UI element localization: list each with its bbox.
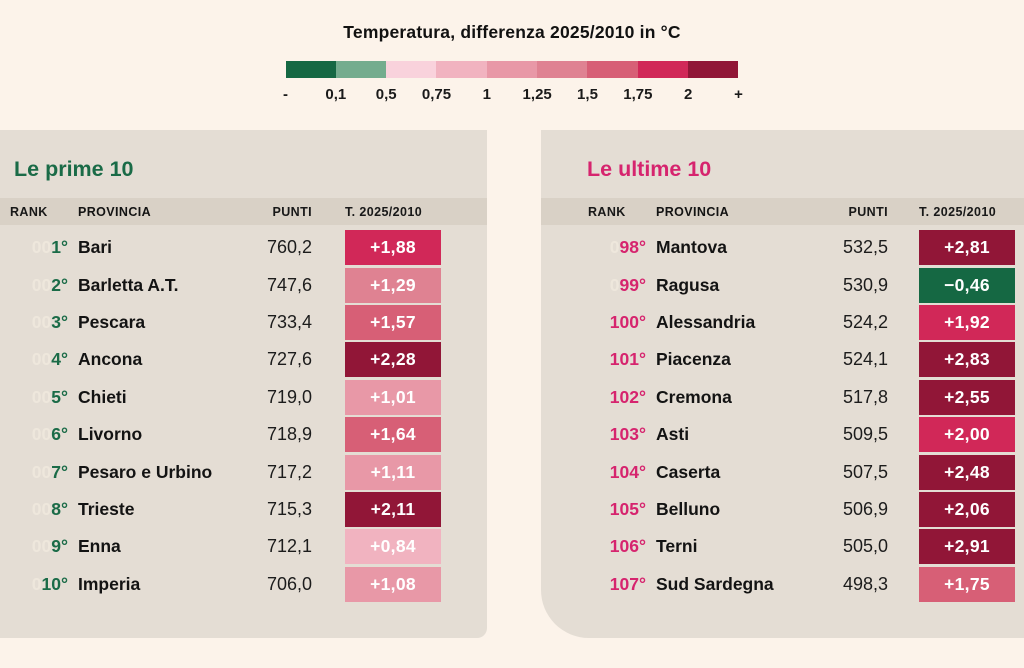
table-row <box>0 566 487 603</box>
provincia-cell: Chieti <box>78 386 127 407</box>
table-row <box>541 266 1024 303</box>
provincia-cell: Piacenza <box>656 349 731 370</box>
table-row <box>541 341 1024 378</box>
rank-number: 100° <box>609 311 646 332</box>
punti-cell: 717,2 <box>266 461 312 482</box>
temp-badge: +1,11 <box>345 455 441 490</box>
punti-cell: 727,6 <box>266 349 312 370</box>
rank-cell <box>588 349 646 370</box>
column-header-rank: RANK <box>588 204 626 219</box>
panel-bottom-10 <box>541 130 1024 638</box>
temp-badge: +1,08 <box>345 567 441 602</box>
provincia-cell: Livorno <box>78 424 143 445</box>
rank-cell <box>10 349 68 370</box>
provincia-cell: Pescara <box>78 311 146 332</box>
rank-cell <box>10 312 68 333</box>
temp-badge-cell <box>312 305 441 340</box>
rank-cell <box>10 387 68 408</box>
legend-tick-label: - <box>283 86 288 103</box>
rank-number: 104° <box>609 461 646 482</box>
table-row <box>0 341 487 378</box>
table-rows-last10 <box>541 225 1024 603</box>
rank-number: 106° <box>609 536 646 557</box>
rank-number: 102° <box>609 386 646 407</box>
provincia-cell: Ancona <box>78 349 143 370</box>
table-row <box>541 229 1024 266</box>
punti-cell: 706,0 <box>266 573 312 594</box>
rank-cell <box>10 424 68 445</box>
table-row <box>0 453 487 490</box>
punti-cell: 524,1 <box>842 349 888 370</box>
provincia-cell: Enna <box>78 536 121 557</box>
rank-cell <box>10 237 68 258</box>
temp-badge: +2,91 <box>919 529 1015 564</box>
punti-cell: 524,2 <box>842 311 888 332</box>
table-row <box>0 266 487 303</box>
punti-cell: 712,1 <box>266 536 312 557</box>
rank-number: 4° <box>51 349 68 370</box>
temp-badge-cell <box>312 342 441 377</box>
table-row <box>541 416 1024 453</box>
temp-badge-cell <box>312 455 441 490</box>
legend-color-segment <box>386 61 436 78</box>
punti-cell: 530,9 <box>842 274 888 295</box>
rank-cell <box>588 424 646 445</box>
punti-cell: 733,4 <box>266 311 312 332</box>
temp-badge-cell <box>312 230 441 265</box>
rank-number: 103° <box>609 424 646 445</box>
rank-number: 3° <box>51 311 68 332</box>
rank-cell <box>588 536 646 557</box>
column-header-temp: T. 2025/2010 <box>345 204 423 219</box>
table-row <box>0 491 487 528</box>
legend-colorbar-wrap <box>283 61 743 104</box>
provincia-cell: Imperia <box>78 573 141 594</box>
rank-cell <box>10 536 68 557</box>
rank-pad: 0 <box>609 237 620 258</box>
temp-badge-cell <box>888 455 1015 490</box>
temp-badge-cell <box>888 305 1015 340</box>
temp-badge-cell <box>888 529 1015 564</box>
table-row <box>541 304 1024 341</box>
temp-badge-cell <box>312 567 441 602</box>
rank-number: 101° <box>609 349 646 370</box>
provincia-cell: Sud Sardegna <box>656 573 774 594</box>
legend-color-segment <box>286 61 336 78</box>
provincia-cell: Terni <box>656 536 698 557</box>
rank-pad: 0 <box>609 274 620 295</box>
temp-badge: +2,06 <box>919 492 1015 527</box>
panel-title-top10: Le prime 10 <box>14 157 134 181</box>
legend-tick-label: 1,5 <box>577 86 598 103</box>
punti-cell: 505,0 <box>842 536 888 557</box>
punti-cell: 509,5 <box>842 424 888 445</box>
rank-number: 99° <box>619 274 646 295</box>
rank-number: 1° <box>51 237 68 258</box>
rank-number: 5° <box>51 386 68 407</box>
table-row <box>0 528 487 565</box>
rank-number: 98° <box>619 237 646 258</box>
temp-badge-cell <box>888 342 1015 377</box>
table-row <box>541 566 1024 603</box>
rank-cell <box>10 574 68 595</box>
panel-title-last10: Le ultime 10 <box>587 157 712 181</box>
legend-title: Temperatura, differenza 2025/2010 in °C <box>343 22 681 42</box>
column-header-rank: RANK <box>10 204 48 219</box>
provincia-cell: Bari <box>78 237 113 258</box>
column-header-provincia: PROVINCIA <box>656 204 730 219</box>
temp-badge-cell <box>888 567 1015 602</box>
punti-cell: 715,3 <box>266 498 312 519</box>
rank-number: 9° <box>51 536 68 557</box>
provincia-cell: Mantova <box>656 237 727 258</box>
temp-badge-cell <box>888 268 1015 303</box>
rank-cell <box>588 312 646 333</box>
punti-cell: 507,5 <box>842 461 888 482</box>
legend-tick-label: 1,25 <box>522 86 552 103</box>
rank-pad: 00 <box>31 498 52 519</box>
table-row <box>541 528 1024 565</box>
rank-pad: 00 <box>31 386 52 407</box>
temp-badge-cell <box>888 230 1015 265</box>
column-header-punti: PUNTI <box>848 204 888 219</box>
temp-badge: +1,92 <box>919 305 1015 340</box>
rank-number: 2° <box>51 274 68 295</box>
rank-pad: 0 <box>31 573 42 594</box>
rank-cell <box>10 499 68 520</box>
rank-pad: 00 <box>31 536 52 557</box>
temp-badge-cell <box>888 492 1015 527</box>
table-row <box>541 491 1024 528</box>
rank-pad: 00 <box>31 311 52 332</box>
table-row <box>541 453 1024 490</box>
table-row <box>0 416 487 453</box>
temp-badge: +2,11 <box>345 492 441 527</box>
provincia-cell: Trieste <box>78 498 135 519</box>
punti-cell: 506,9 <box>842 498 888 519</box>
temp-badge-cell <box>312 380 441 415</box>
temp-badge: +2,83 <box>919 342 1015 377</box>
rank-cell <box>588 574 646 595</box>
provincia-cell: Belluno <box>656 498 721 519</box>
provincia-cell: Asti <box>656 424 690 445</box>
legend-tick-label: 1,75 <box>623 86 653 103</box>
temp-badge: +2,28 <box>345 342 441 377</box>
punti-cell: 747,6 <box>266 274 312 295</box>
provincia-cell: Caserta <box>656 461 721 482</box>
rank-number: 6° <box>51 424 68 445</box>
temp-badge: +2,48 <box>919 455 1015 490</box>
legend-color-segment <box>487 61 537 78</box>
temp-badge-cell <box>312 529 441 564</box>
table-rows-top10 <box>0 225 487 603</box>
legend-colorbar <box>286 61 739 78</box>
table-row <box>0 304 487 341</box>
temp-badge: +2,55 <box>919 380 1015 415</box>
temp-badge-cell <box>888 380 1015 415</box>
temperature-legend <box>0 0 1024 104</box>
panel-top-10 <box>0 130 487 638</box>
temp-badge: +0,84 <box>345 529 441 564</box>
column-header-punti: PUNTI <box>272 204 312 219</box>
rank-cell <box>588 237 646 258</box>
rank-cell <box>588 462 646 483</box>
temp-badge-cell <box>312 268 441 303</box>
temp-badge: −0,46 <box>919 268 1015 303</box>
rank-pad: 00 <box>31 461 52 482</box>
temp-badge-cell <box>312 417 441 452</box>
legend-tick-label: 2 <box>683 86 693 103</box>
table-row <box>0 379 487 416</box>
table-header-last10 <box>541 198 1024 225</box>
punti-cell: 517,8 <box>842 386 888 407</box>
temp-badge: +1,88 <box>345 230 441 265</box>
temp-badge-cell <box>312 492 441 527</box>
punti-cell: 498,3 <box>842 573 888 594</box>
temp-badge-cell <box>888 417 1015 452</box>
temp-badge: +1,29 <box>345 268 441 303</box>
rank-number: 105° <box>609 498 646 519</box>
temp-badge: +2,81 <box>919 230 1015 265</box>
rank-pad: 00 <box>31 424 52 445</box>
provincia-cell: Barletta A.T. <box>78 274 179 295</box>
provincia-cell: Ragusa <box>656 274 720 295</box>
legend-tick-label: 0,5 <box>375 86 397 103</box>
temp-badge: +1,01 <box>345 380 441 415</box>
temp-badge: +1,57 <box>345 305 441 340</box>
rank-number: 8° <box>51 498 68 519</box>
legend-color-segment <box>688 61 738 78</box>
punti-cell: 719,0 <box>266 386 312 407</box>
rank-pad: 00 <box>31 274 52 295</box>
rank-cell <box>10 462 68 483</box>
rank-cell <box>588 387 646 408</box>
legend-tick-label: 1 <box>482 86 491 103</box>
punti-cell: 760,2 <box>266 237 312 258</box>
legend-tick-label: + <box>734 86 743 103</box>
temp-badge: +1,64 <box>345 417 441 452</box>
provincia-cell: Alessandria <box>656 311 756 332</box>
legend-color-segment <box>436 61 486 78</box>
punti-cell: 532,5 <box>842 237 888 258</box>
legend-color-segment <box>638 61 688 78</box>
table-row <box>541 379 1024 416</box>
legend-tick-labels <box>283 86 743 104</box>
rank-number: 107° <box>609 573 646 594</box>
rank-number: 7° <box>51 461 68 482</box>
legend-color-segment <box>537 61 587 78</box>
column-header-provincia: PROVINCIA <box>78 204 152 219</box>
legend-color-segment <box>336 61 386 78</box>
legend-color-segment <box>587 61 637 78</box>
rank-pad: 00 <box>31 237 52 258</box>
temp-badge: +1,75 <box>919 567 1015 602</box>
rank-pad: 00 <box>31 349 52 370</box>
rank-cell <box>588 275 646 296</box>
temp-badge: +2,00 <box>919 417 1015 452</box>
provincia-cell: Pesaro e Urbino <box>78 461 213 482</box>
punti-cell: 718,9 <box>266 424 312 445</box>
column-header-temp: T. 2025/2010 <box>919 204 997 219</box>
rank-cell <box>588 499 646 520</box>
table-row <box>0 229 487 266</box>
rank-cell <box>10 275 68 296</box>
rank-number: 10° <box>41 573 68 594</box>
legend-tick-label: 0,1 <box>325 86 347 103</box>
legend-tick-label: 0,75 <box>421 86 452 103</box>
provincia-cell: Cremona <box>656 386 732 407</box>
table-header-top10 <box>0 198 487 225</box>
